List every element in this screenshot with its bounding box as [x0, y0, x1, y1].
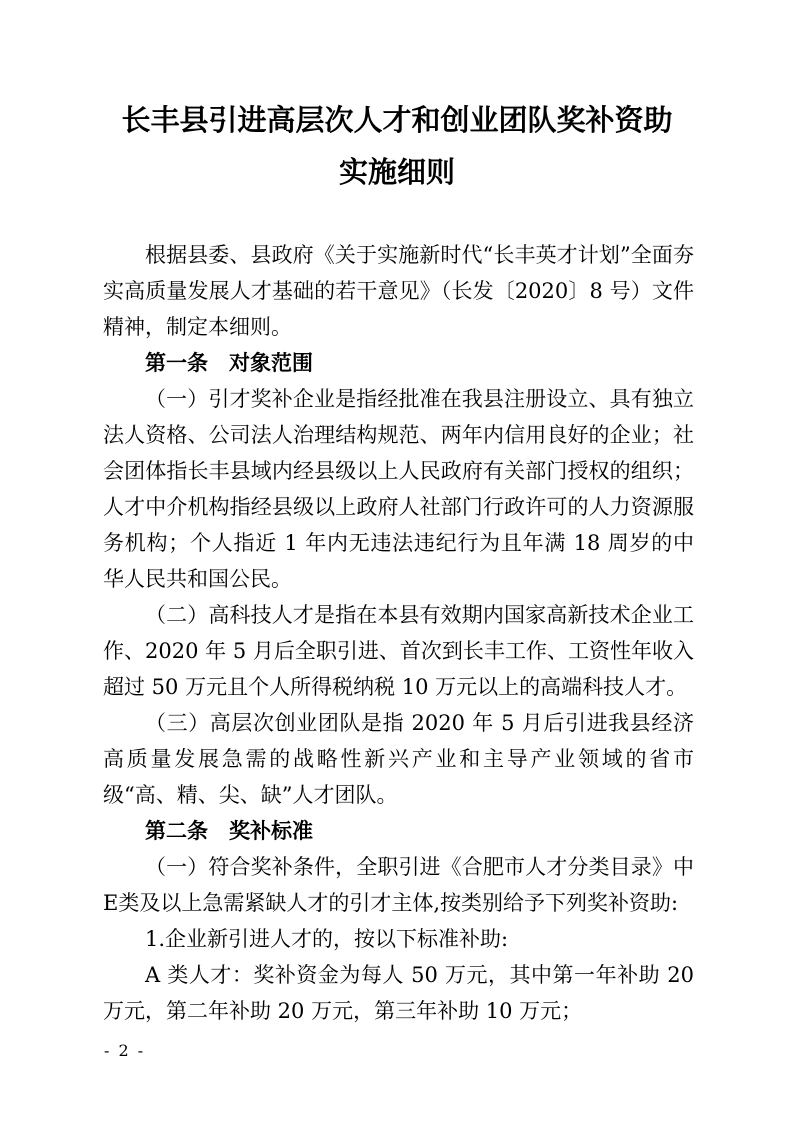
paragraph-article1-item-3: （三）高层次创业团队是指 2020 年 5 月后引进我县经济高质量发展急需的战略性新兴产业和主导产业领域的省市级“高、精、尖、缺”人才团队。	[103, 711, 694, 807]
document-title	[50, 94, 744, 198]
section-heading-article-2: 第二条 奖补标准	[145, 819, 313, 843]
paragraph-article1-item-1: （一）引才奖补企业是指经批准在我县注册设立、具有独立法人资格、公司法人治理结构规范、两年内信用良好的企业；社会团体指长丰县域内经县级以上人民政府有关部门授权的组织；人才中介机构指经县级以上政府人社部门行政许可的人力资源服务机构；个人指近 1 年内无违法违纪行为且年满 18 周岁的中华人民共和国公民。	[103, 387, 694, 591]
paragraph-intro: 根据县委、县政府《关于实施新时代“长丰英才计划”全面夯实高质量发展人才基础的若干意见》（长发〔2020〕8 号）文件精神，制定本细则。	[103, 243, 694, 339]
paragraph-article2-class-a: A 类人才：奖补资金为每人 50 万元，其中第一年补助 20 万元，第二年补助 20 万元，第三年补助 10 万元；	[103, 963, 694, 1023]
title-line-2: 实施细则	[338, 155, 455, 189]
paragraph-article2-item-1: （一）符合奖补条件，全职引进《合肥市人才分类目录》中E类及以上急需紧缺人才的引才主体,按类别给予下列奖补资助:	[103, 855, 694, 915]
paragraph-article2-subitem-1: 1.企业新引进人才的，按以下标准补助:	[145, 927, 509, 951]
document-body	[103, 237, 694, 1029]
title-line-1: 长丰县引进高层次人才和创业团队奖补资助	[121, 103, 673, 137]
page-number: - 2 -	[104, 1041, 146, 1060]
section-heading-article-1: 第一条 对象范围	[145, 351, 313, 375]
paragraph-article1-item-2: （二）高科技人才是指在本县有效期内国家高新技术企业工作、2020 年 5 月后全职引进、首次到长丰工作、工资性年收入超过 50 万元且个人所得税纳税 10 万元以上的高端科技人才。	[103, 603, 694, 699]
